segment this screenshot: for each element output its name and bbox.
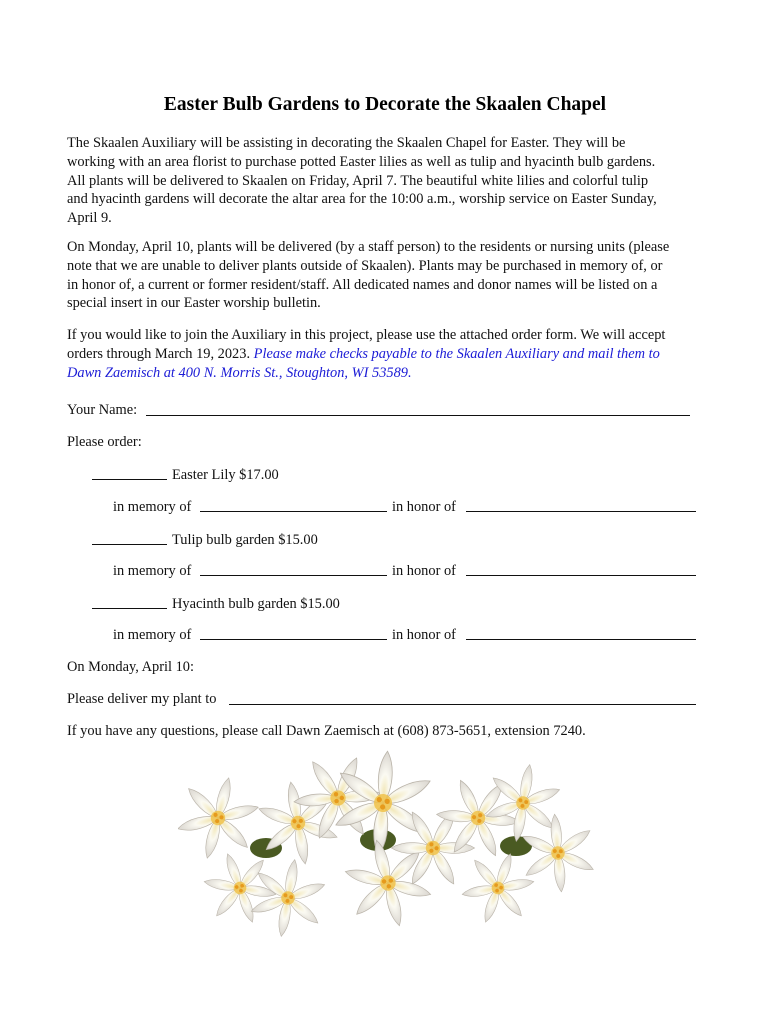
order-instructions-paragraph <box>67 326 707 382</box>
questions-text: If you have any questions, please call Dawn Zaemisch at (608) 873-5651, extension 7240. <box>67 723 586 739</box>
delivery-paragraph <box>67 238 707 313</box>
in-memory-label: in memory of <box>113 563 192 579</box>
text-line <box>67 345 707 364</box>
deliver-to-field[interactable] <box>229 704 696 705</box>
text-line: in honor of, a current or former resident/staff. All dedicated names and donor names will be listed on a <box>67 276 658 293</box>
text-line: note that we are unable to deliver plants outside of Skaalen). Plants may be purchased in memory of, or <box>67 257 663 274</box>
in-memory-field[interactable] <box>200 639 387 640</box>
in-memory-label: in memory of <box>113 627 192 643</box>
text-line: working with an area florist to purchase potted Easter lilies as well as tulip and hyacinth bulb gardens. <box>67 153 656 170</box>
easter-lily-quantity-field[interactable] <box>92 479 167 480</box>
text-line: April 9. <box>67 210 112 227</box>
lily-flower <box>454 842 543 934</box>
hyacinth-garden-label: Hyacinth bulb garden $15.00 <box>172 596 340 612</box>
payment-instructions: Please make checks payable to the Skaalen Auxiliary and mail them to <box>253 345 660 362</box>
text-line: The Skaalen Auxiliary will be assisting in decorating the Skaalen Chapel for Easter. They will be <box>67 135 626 151</box>
in-memory-label: in memory of <box>113 499 192 515</box>
your-name-label: Your Name: <box>67 402 138 418</box>
in-honor-field[interactable] <box>466 639 696 640</box>
in-memory-field[interactable] <box>200 511 387 512</box>
deliver-label: Please deliver my plant to <box>67 691 217 707</box>
in-honor-label: in honor of <box>392 627 456 643</box>
tulip-garden-label: Tulip bulb garden $15.00 <box>172 532 318 548</box>
text-line: and hyacinth gardens will decorate the altar area for the 10:00 a.m., worship service on Easter Sunday, <box>67 191 657 208</box>
easter-lilies-illustration <box>178 748 598 938</box>
hyacinth-garden-quantity-field[interactable] <box>92 608 167 609</box>
text-line: If you would like to join the Auxiliary in this project, please use the attached order form. We will accept <box>67 327 666 343</box>
mailing-address: Dawn Zaemisch at 400 N. Morris St., Stoughton, WI 53589. <box>67 364 412 381</box>
easter-lily-label: Easter Lily $17.00 <box>172 467 279 483</box>
in-honor-label: in honor of <box>392 499 456 515</box>
please-order-label: Please order: <box>67 434 142 450</box>
text-line: special insert in our Easter worship bulletin. <box>67 295 321 312</box>
intro-paragraph <box>67 134 707 228</box>
page-title: Easter Bulb Gardens to Decorate the Skaalen Chapel <box>163 94 607 115</box>
deadline-text: orders through March 19, 2023. <box>67 345 254 362</box>
in-honor-field[interactable] <box>466 575 696 576</box>
in-honor-label: in honor of <box>392 563 456 579</box>
your-name-field[interactable] <box>146 415 690 416</box>
in-memory-field[interactable] <box>200 575 387 576</box>
in-honor-field[interactable] <box>466 511 696 512</box>
tulip-garden-quantity-field[interactable] <box>92 544 167 545</box>
monday-label: On Monday, April 10: <box>67 659 194 675</box>
text-line: All plants will be delivered to Skaalen on Friday, April 7. The beautiful white lilies and colorful tulip <box>67 172 649 189</box>
text-line: On Monday, April 10, plants will be delivered (by a staff person) to the residents or nursing units (please <box>67 239 670 255</box>
